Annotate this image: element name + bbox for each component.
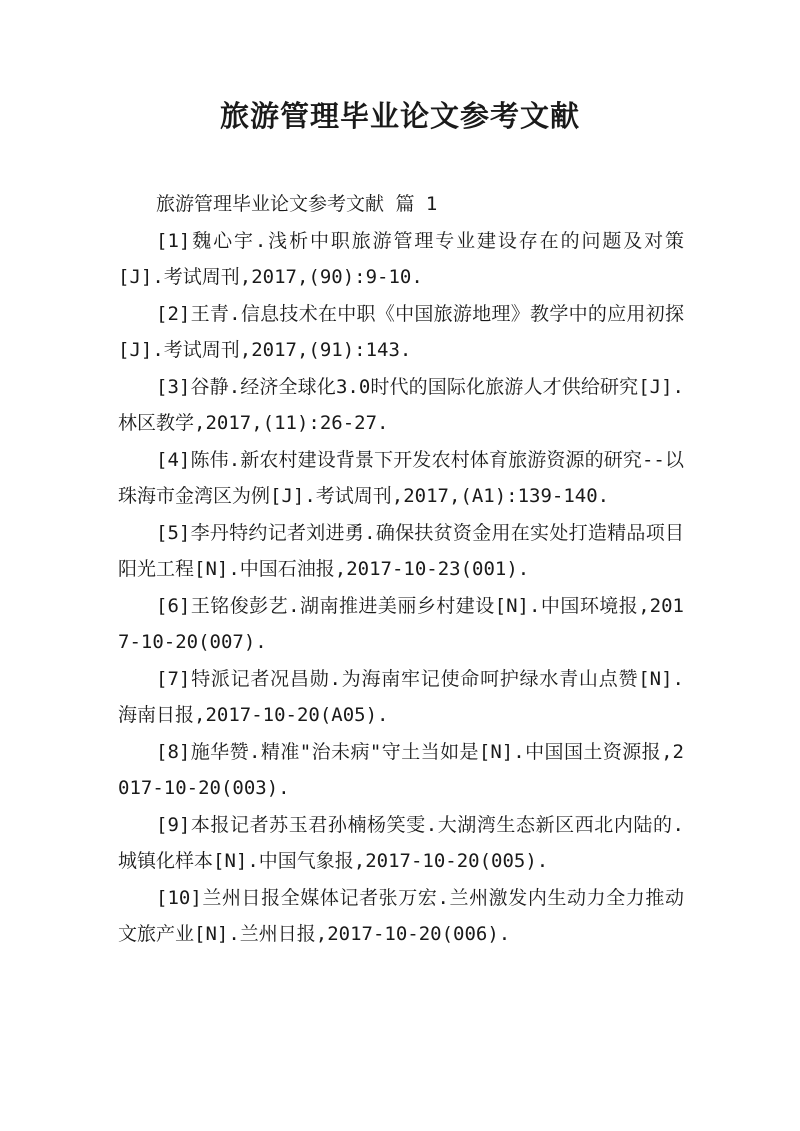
reference-item: [3]谷静.经济全球化3.0时代的国际化旅游人才供给研究[J].林区教学,2017,(11):26-27. xyxy=(118,375,684,434)
reference-item: [5]李丹特约记者刘进勇.确保扶贫资金用在实处打造精品项目阳光工程[N].中国石油报,2017-10-23(001). xyxy=(118,521,684,580)
reference-item: [9]本报记者苏玉君孙楠杨笑雯.大湖湾生态新区西北内陆的.城镇化样本[N].中国气象报,2017-10-20(005). xyxy=(118,813,684,872)
reference-item: [8]施华赞.精准"治未病"守土当如是[N].中国国土资源报,2017-10-20(003). xyxy=(118,740,684,799)
reference-item: [7]特派记者况昌勋.为海南牢记使命呵护绿水青山点赞[N].海南日报,2017-10-20(A05). xyxy=(118,667,684,726)
document-title: 旅游管理毕业论文参考文献 xyxy=(219,99,580,133)
reference-item: [10]兰州日报全媒体记者张万宏.兰州激发内生动力全力推动文旅产业[N].兰州日报,2017-10-20(006). xyxy=(118,886,684,945)
reference-item: [1]魏心宇.浅析中职旅游管理专业建设存在的问题及对策[J].考试周刊,2017,(90):9-10. xyxy=(118,229,684,288)
section-heading: 旅游管理毕业论文参考文献 篇 1 xyxy=(156,193,438,215)
reference-item: [2]王青.信息技术在中职《中国旅游地理》教学中的应用初探[J].考试周刊,2017,(91):143. xyxy=(118,302,684,361)
document-body xyxy=(118,186,684,953)
reference-item: [4]陈伟.新农村建设背景下开发农村体育旅游资源的研究--以珠海市金湾区为例[J].考试周刊,2017,(A1):139-140. xyxy=(118,448,684,507)
reference-item: [6]王铭俊彭艺.湖南推进美丽乡村建设[N].中国环境报,2017-10-20(007). xyxy=(118,594,684,653)
